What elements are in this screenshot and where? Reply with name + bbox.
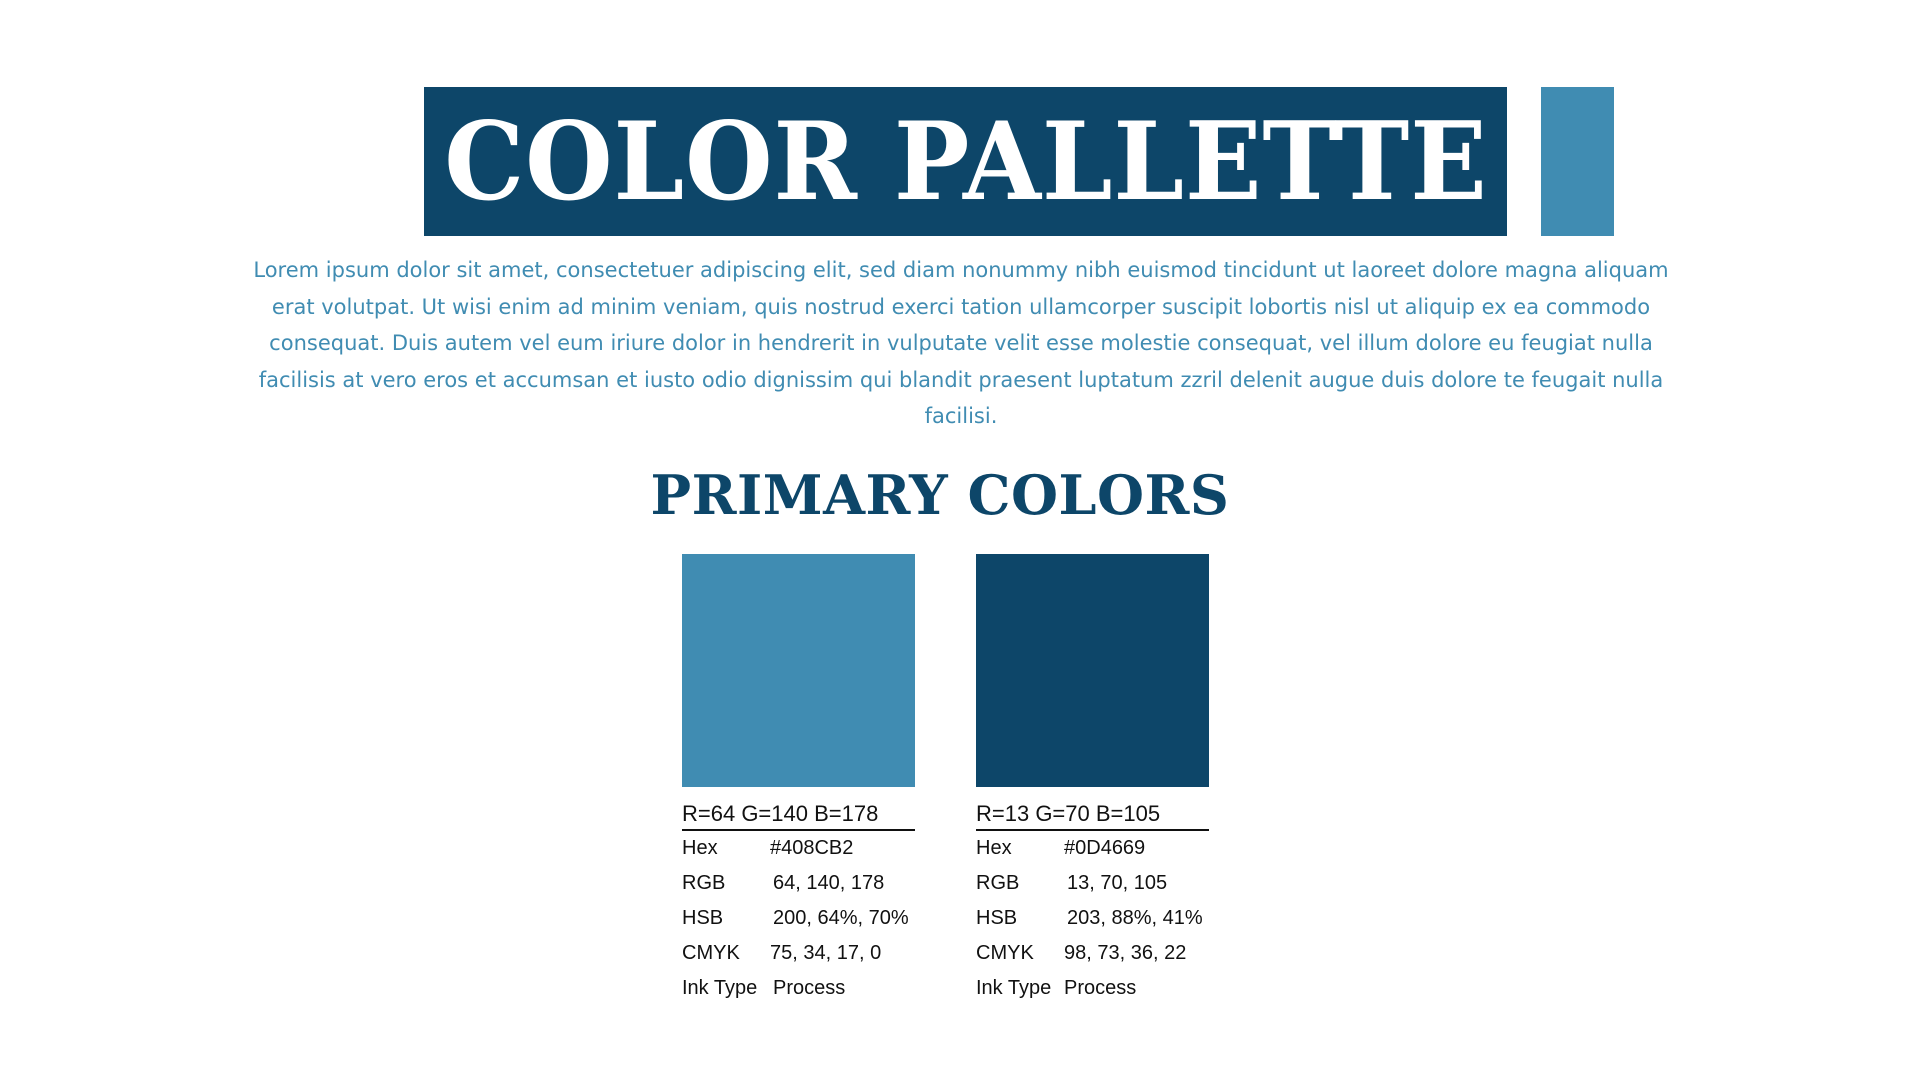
spec-value: #408CB2: [770, 837, 854, 859]
swatch-rgb-label: R=13 G=70 B=105: [976, 801, 1209, 831]
spec-value: 98, 73, 36, 22: [1064, 942, 1187, 964]
spec-value: Process: [773, 977, 846, 999]
spec-label: Ink Type: [976, 977, 1052, 999]
swatch-card-light-blue: [682, 554, 915, 1006]
spec-row-cmyk: [682, 936, 915, 971]
spec-value: 75, 34, 17, 0: [770, 942, 882, 964]
color-swatch: [682, 554, 915, 787]
spec-row-hsb: [976, 901, 1209, 936]
spec-row-hex: [976, 831, 1209, 866]
section-title: PRIMARY COLORS: [650, 463, 1230, 527]
spec-label: CMYK: [976, 942, 1034, 964]
title-accent-block: [1541, 87, 1614, 236]
spec-label: CMYK: [682, 942, 740, 964]
spec-label: RGB: [976, 872, 1020, 894]
spec-value: 64, 140, 178: [773, 872, 885, 894]
spec-row-rgb: [976, 866, 1209, 901]
intro-paragraph: Lorem ipsum dolor sit amet, consectetuer adipiscing elit, sed diam nonummy nibh euismod tincidunt ut laoreet dolore magna aliquam erat volutpat. Ut wisi enim ad minim veniam, quis nostrud exerci tation ullamcorper suscipit lobortis nisl ut aliquip ex ea commodo consequat. Duis autem vel eum iriure dolor in hendrerit in vulputate velit esse molestie consequat, vel illum dolore eu feugiat nulla facilisis at vero eros et accumsan et iusto odio dignissim qui blandit praesent luptatum zzril delenit augue duis dolore te feugait nulla facilisi.: [253, 258, 1669, 428]
spec-row-rgb: [682, 866, 915, 901]
spec-row-ink-type: [976, 971, 1209, 1006]
spec-value: 13, 70, 105: [1067, 872, 1168, 894]
spec-label: HSB: [682, 907, 724, 929]
spec-label: Hex: [976, 837, 1012, 859]
spec-label: Hex: [682, 837, 718, 859]
swatch-card-dark-blue: [976, 554, 1209, 1006]
swatch-rgb-label: R=64 G=140 B=178: [682, 801, 915, 831]
spec-label: HSB: [976, 907, 1018, 929]
spec-value: Process: [1064, 977, 1137, 999]
spec-row-cmyk: [976, 936, 1209, 971]
title-banner: [424, 87, 1507, 236]
spec-value: 200, 64%, 70%: [773, 907, 909, 929]
spec-row-hsb: [682, 901, 915, 936]
spec-row-ink-type: [682, 971, 915, 1006]
page-title: COLOR PALLETTE: [443, 98, 1488, 225]
spec-label: RGB: [682, 872, 726, 894]
spec-value: #0D4669: [1064, 837, 1146, 859]
spec-row-hex: [682, 831, 915, 866]
color-swatch: [976, 554, 1209, 787]
spec-label: Ink Type: [682, 977, 758, 999]
spec-value: 203, 88%, 41%: [1067, 907, 1203, 929]
